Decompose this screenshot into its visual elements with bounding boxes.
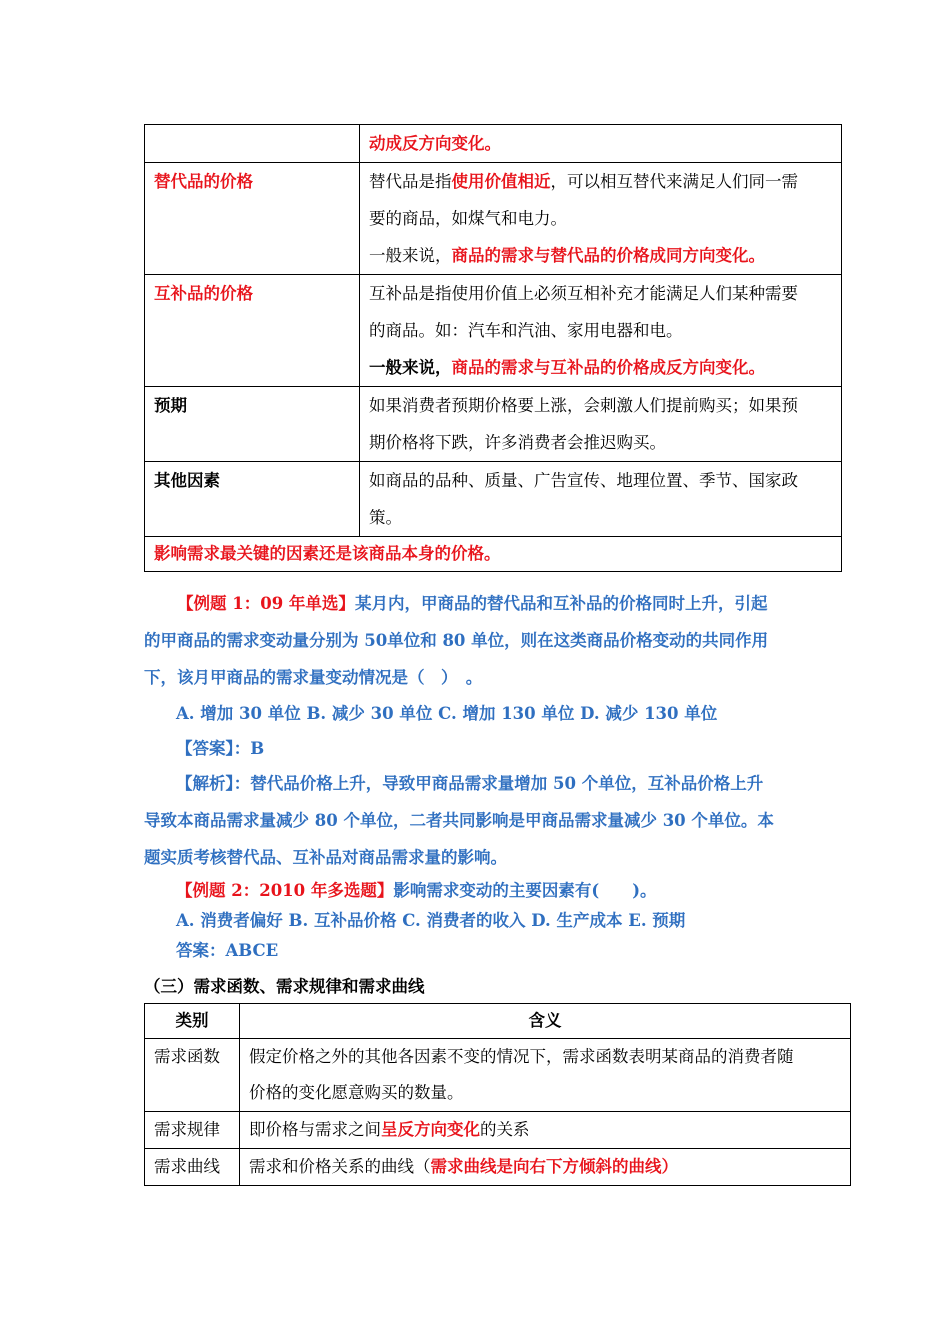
column-header-meaning: 含义 bbox=[240, 1004, 851, 1039]
expectation-line-1: 如果消费者预期价格要上涨，会刺激人们提前购买；如果预 bbox=[369, 396, 798, 415]
table-row bbox=[145, 163, 842, 275]
row-key: 需求规律 bbox=[154, 1120, 220, 1139]
substitute-line-1: 替代品是指使用价值相近，可以相互替代来满足人们同一需 bbox=[369, 172, 798, 191]
table-row bbox=[145, 1039, 851, 1112]
example1-line-3: 下，该月甲商品的需求量变动情况是（ ） 。 bbox=[144, 668, 483, 687]
section-title: （三）需求函数、需求规律和需求曲线 bbox=[144, 977, 425, 996]
example1-answer: 【答案】：B bbox=[176, 739, 265, 758]
row-value-line-1: 假定价格之外的其他各因素不变的情况下，需求函数表明某商品的消费者随 bbox=[249, 1047, 794, 1066]
table-row bbox=[145, 125, 842, 163]
demand-function-table bbox=[144, 1003, 851, 1186]
complement-line-2: 的商品。如：汽车和汽油、家用电器和电。 bbox=[369, 321, 683, 340]
complement-price-label: 互补品的价格 bbox=[154, 284, 253, 303]
row-value: 即价格与需求之间呈反方向变化的关系 bbox=[249, 1120, 530, 1139]
substitute-price-label: 替代品的价格 bbox=[154, 172, 253, 191]
example2-answer: 答案：ABCE bbox=[176, 941, 279, 960]
example1-line-1: 【例题 1：09 年单选】某月内，甲商品的替代品和互补品的价格同时上升，引起 bbox=[177, 594, 768, 613]
example1-analysis-2: 导致本商品需求量减少 80 个单位，二者共同影响是甲商品需求量减少 30 个单位。本 bbox=[144, 811, 774, 830]
table-row bbox=[145, 1149, 851, 1186]
example1-analysis-1: 【解析】：替代品价格上升，导致甲商品需求量增加 50 个单位，互补品价格上升 bbox=[176, 774, 764, 793]
substitute-line-2: 要的商品，如煤气和电力。 bbox=[369, 209, 567, 228]
demand-factors-table bbox=[144, 124, 842, 572]
row-key: 需求曲线 bbox=[154, 1157, 220, 1176]
key-factor-note: 影响需求最关键的因素还是该商品本身的价格。 bbox=[154, 544, 501, 563]
complement-line-1: 互补品是指使用价值上必须互相补充才能满足人们某种需要 bbox=[369, 284, 798, 303]
table-row bbox=[145, 537, 842, 572]
table-row bbox=[145, 1112, 851, 1149]
table-row bbox=[145, 387, 842, 462]
table-row bbox=[145, 462, 842, 537]
continued-text: 动成反方向变化。 bbox=[369, 134, 501, 153]
example2-options: A. 消费者偏好 B. 互补品价格 C. 消费者的收入 D. 生产成本 E. 预期 bbox=[176, 911, 686, 930]
other-line-2: 策。 bbox=[369, 508, 402, 527]
row-value-line-2: 价格的变化愿意购买的数量。 bbox=[249, 1083, 464, 1102]
other-line-1: 如商品的品种、质量、广告宣传、地理位置、季节、国家政 bbox=[369, 471, 798, 490]
complement-line-3: 一般来说，商品的需求与互补品的价格成反方向变化。 bbox=[369, 358, 765, 377]
example1-line-2: 的甲商品的需求变动量分别为 50单位和 80 单位，则在这类商品价格变动的共同作用 bbox=[144, 631, 769, 650]
example2-question: 【例题 2：2010 年多选题】影响需求变动的主要因素有( )。 bbox=[176, 881, 657, 900]
row-value: 需求和价格关系的曲线（需求曲线是向右下方倾斜的曲线） bbox=[249, 1157, 678, 1176]
table-header-row bbox=[145, 1004, 851, 1039]
row-key: 需求函数 bbox=[154, 1047, 220, 1066]
example1-options: A. 增加 30 单位 B. 减少 30 单位 C. 增加 130 单位 D. 减少 130 单位 bbox=[176, 704, 718, 723]
substitute-line-3: 一般来说，商品的需求与替代品的价格成同方向变化。 bbox=[369, 246, 765, 265]
expectation-line-2: 期价格将下跌，许多消费者会推迟购买。 bbox=[369, 433, 666, 452]
table-row bbox=[145, 275, 842, 387]
example1-analysis-3: 题实质考核替代品、互补品对商品需求量的影响。 bbox=[144, 848, 507, 867]
other-factors-label: 其他因素 bbox=[154, 471, 220, 490]
column-header-category: 类别 bbox=[145, 1004, 240, 1039]
expectation-label: 预期 bbox=[154, 396, 187, 415]
